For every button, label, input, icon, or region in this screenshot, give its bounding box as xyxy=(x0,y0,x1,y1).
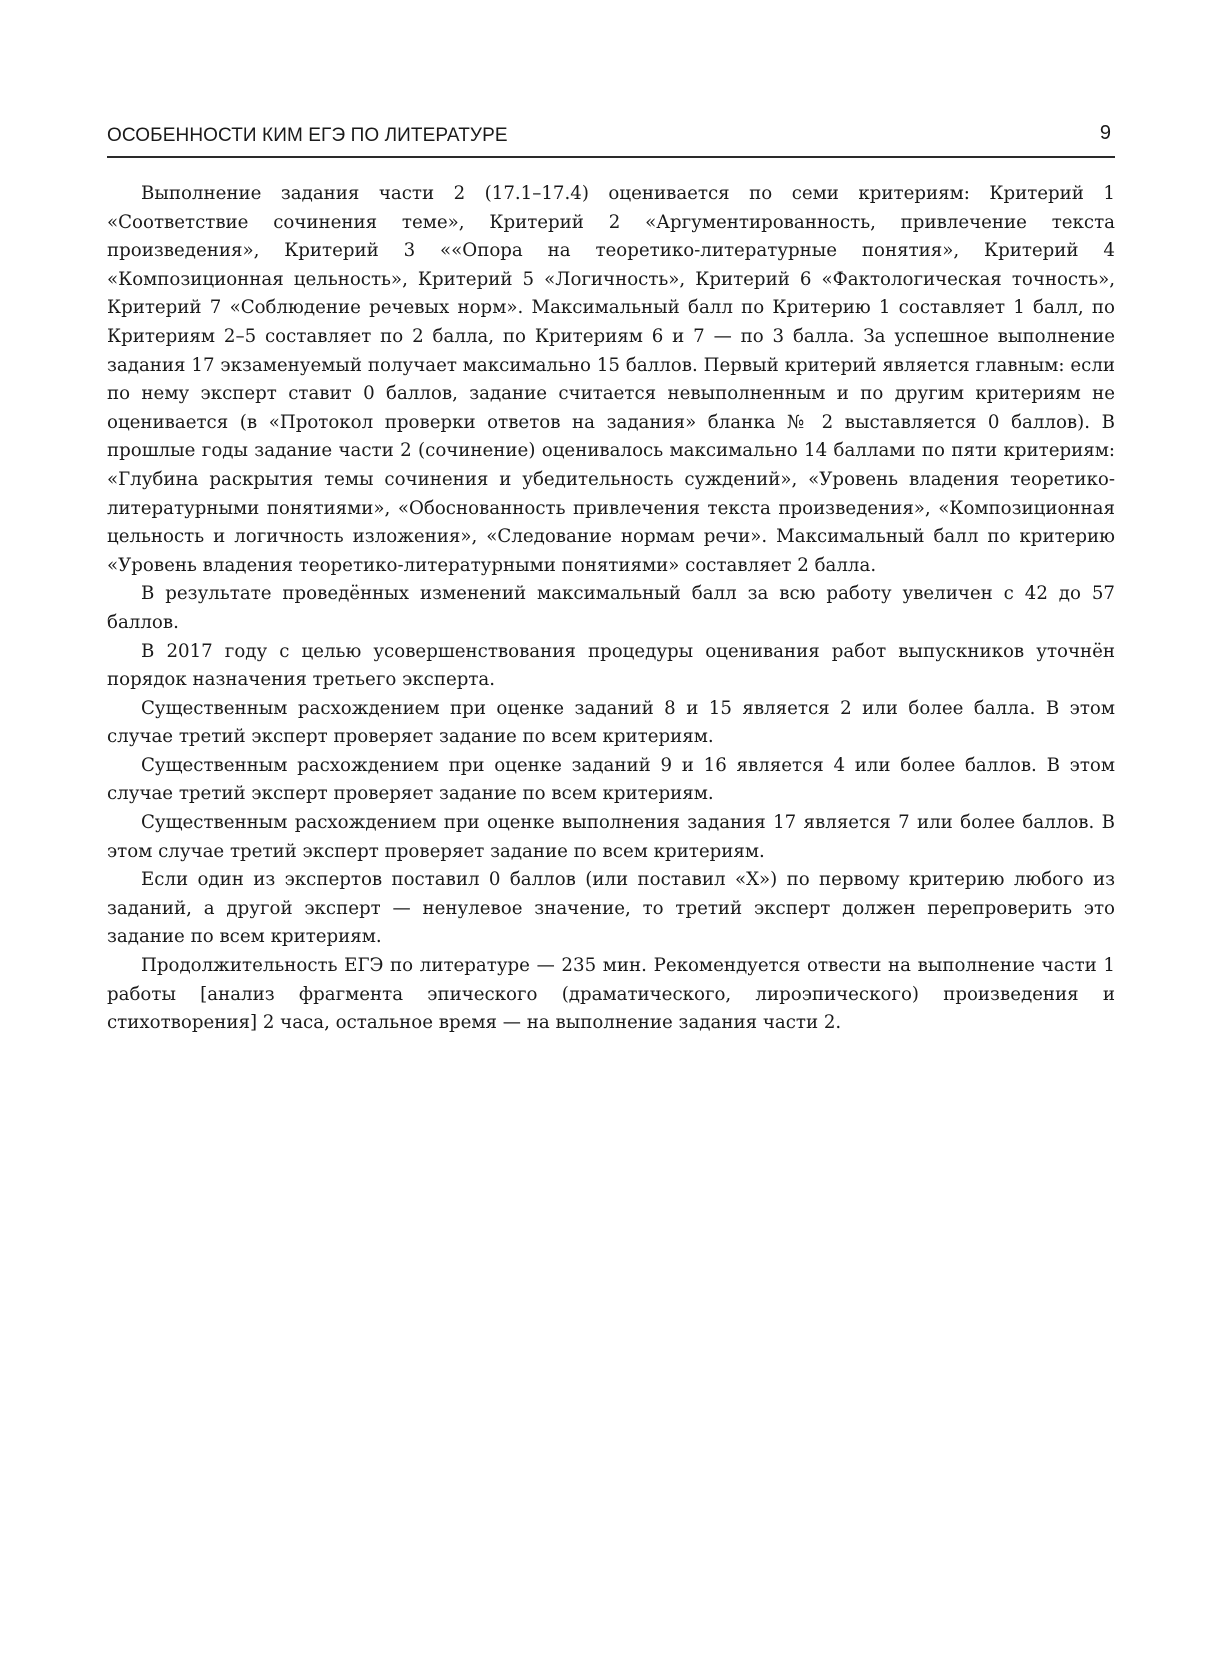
paragraph-third-expert: В 2017 году с целью усовершенствования процедуры оценивания работ выпускников уточнён порядок назначения третьего эксперта. xyxy=(107,640,1115,691)
paragraph-duration: Продолжительность ЕГЭ по литературе — 235 мин. Рекомендуется отвести на выполнение части 1 работы [анализ фрагмента эпического (драматического, лироэпического) произведения и стихотворения] 2 часа, остальное время — на выполнение задания части 2. xyxy=(107,955,1115,1034)
paragraph-criteria: Выполнение задания части 2 (17.1–17.4) оценивается по семи критериям: Критерий 1 «Соответствие сочинения теме», Критерий 2 «Аргументированность, привлечение текста произведения», Критерий 3 ««Опора на теоретико-литературные понятия», Критерий 4 «Композиционная цельность», Критерий 5 «Логичность», Критерий 6 «Фактологическая точность», Критерий 7 «Соблюдение речевых норм». Максимальный балл по Критерию 1 составляет 1 балл, по Критериям 2–5 составляет по 2 балла, по Критериям 6 и 7 — по 3 балла. За успешное выполнение задания 17 экзаменуемый получает максимально 15 баллов. Первый критерий является главным: если по нему эксперт ставит 0 баллов, задание считается невыполненным и по другим критериям не оценивается (в «Протокол проверки ответов на задания» бланка № 2 выставляется 0 баллов). В прошлые годы задание части 2 (сочинение) оценивалось максимально 14 баллами по пяти критериям: «Глубина раскрытия темы сочинения и убедительность суждений», «Уровень владения теоретико-литературными понятиями», «Обоснованность привлечения текста произведения», «Композиционная цельность и логичность изложения», «Следование нормам речи». Максимальный балл по критерию «Уровень владения теоретико-литературными понятиями» составляет 2 балла. xyxy=(107,183,1115,576)
running-head-title: ОСОБЕННОСТИ КИМ ЕГЭ ПО ЛИТЕРАТУРЕ xyxy=(107,125,508,146)
paragraph-discrepancy-9-16: Существенным расхождением при оценке заданий 9 и 16 является 4 или более баллов. В этом случае третий эксперт проверяет задание по всем критериям. xyxy=(107,754,1115,805)
paragraph-discrepancy-8-15: Существенным расхождением при оценке заданий 8 и 15 является 2 или более балла. В этом случае третий эксперт проверяет задание по всем критериям. xyxy=(107,697,1115,748)
page-number: 9 xyxy=(1099,122,1111,144)
body-text xyxy=(107,180,1115,1038)
paragraph-zero-score: Если один из экспертов поставил 0 баллов (или поставил «Х») по первому критерию любого из заданий, а другой эксперт — ненулевое значение, то третий эксперт должен перепроверить это задание по всем критериям. xyxy=(107,869,1115,948)
header-rule xyxy=(107,156,1115,158)
paragraph-discrepancy-17: Существенным расхождением при оценке выполнения задания 17 является 7 или более баллов. В этом случае третий эксперт проверяет задание по всем критериям. xyxy=(107,812,1115,862)
paragraph-max-score: В результате проведённых изменений максимальный балл за всю работу увеличен с 42 до 57 баллов. xyxy=(107,583,1115,633)
